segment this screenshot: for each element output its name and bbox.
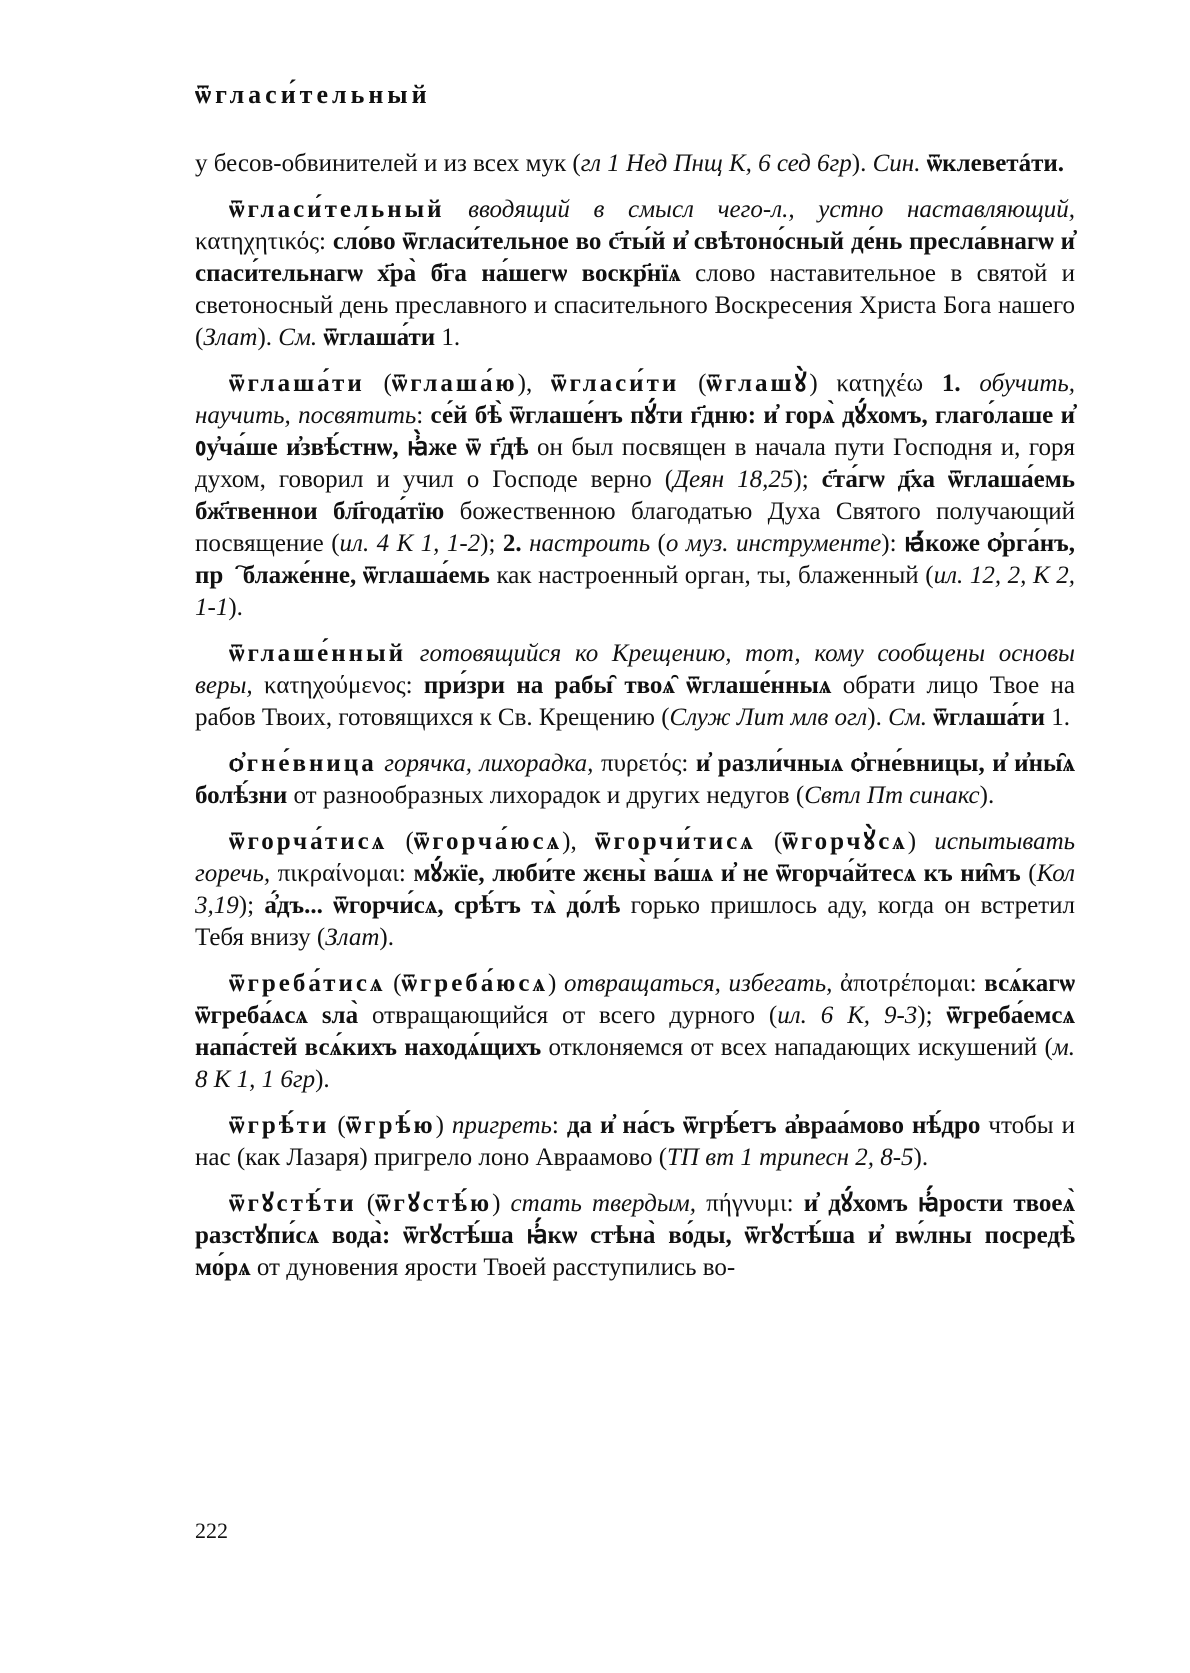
entry-text: См. [888, 704, 928, 731]
entry-text: готовящийся ко Крещению, тот, кому сообщены основы веры, [195, 640, 1075, 699]
entry-text: ( [755, 828, 783, 855]
dictionary-entry [195, 748, 1075, 812]
headword: ѿгорчи́тисѧ [595, 828, 756, 855]
entry-text: : [551, 1112, 567, 1139]
entry-text: настроить [529, 530, 651, 557]
entry-text: испытывать горечь, [195, 828, 1076, 887]
church-slavonic-text: сло́во ѿгласи́тельное во с҃ты́й и҆ свѣтоно́сный де́нь пресла́внагѡ и҆ спаси́тельнагѡ х҃ра̀ б҃га на́шегѡ воскр҃нїѧ [195, 228, 1075, 287]
entry-text: 1. [435, 324, 461, 351]
church-slavonic-text: всѧ́кагѡ ѿгреба́ѧсѧ ѕла̀ [195, 970, 1076, 1029]
entry-text: ( [356, 1190, 376, 1217]
entry-text: ( [679, 370, 707, 397]
dictionary-entry [195, 968, 1075, 1096]
entry-text: : [416, 402, 431, 429]
entry-text: ); [238, 892, 265, 919]
entry-text [961, 370, 980, 397]
entry-text: ); [917, 1002, 947, 1029]
dictionary-entry [195, 638, 1075, 734]
entry-text: ( [385, 970, 402, 997]
entry-text: обучить, научить, посвятить [195, 370, 1076, 429]
dictionary-entry [195, 368, 1075, 624]
dictionary-entry [195, 194, 1075, 354]
entry-text: чтобы и нас (как Лазаря) пригрело лоно Авраамово ( [195, 1112, 1075, 1171]
entry-text: πήγνυμι: [696, 1190, 804, 1217]
entry-text: ( [1020, 860, 1037, 887]
entry-text: гл 1 Нед Пнщ К, 6 сед 6гр [580, 150, 852, 177]
entry-text: ). [379, 924, 394, 951]
entry-text: Свтл Пт синакс [804, 782, 980, 809]
headword: ѿглаше́нный [229, 640, 407, 667]
entry-text: как настроенный орган, ты, блаженный ( [489, 562, 934, 589]
entry-text: ), [562, 828, 595, 855]
entry-text: ). [851, 150, 873, 177]
headword: ѿглаша́ти [229, 370, 365, 397]
entry-text: вводящий в смысл чего-л., устно наставляющий, [468, 196, 1075, 223]
headword: ѿгꙋстѣ́ю [375, 1190, 493, 1217]
entry-text: ил. 4 К 1, 1-2 [339, 530, 481, 557]
entry-text [445, 196, 469, 223]
entry-text: ). [228, 594, 243, 621]
headword: ѿгрѣ́ти [229, 1112, 330, 1139]
entry-text: ). [867, 704, 889, 731]
church-slavonic-text: и҆ разли́чныѧ ѻ҆гне́вницы, и҆ и҆ны̑ѧ болѣ́зни [195, 750, 1076, 809]
entry-text: Злат [203, 324, 258, 351]
church-slavonic-text: ѿклеветáти. [920, 150, 1065, 177]
church-slavonic-text: при́зри на рабы̑ твоѧ̑ ѿглаше́нныѧ [423, 672, 832, 699]
dictionary-entry [195, 1110, 1075, 1174]
entry-text: ТП вт 1 трипесн 2, 8-5 [667, 1144, 914, 1171]
entry-text: ), [517, 370, 552, 397]
headword: ѿглашꙋ̀ [706, 370, 810, 397]
headword: ѿгорча́юсѧ [413, 828, 563, 855]
church-slavonic-text: 1. [941, 370, 961, 397]
entry-text: от дуновения ярости Твоей расступились во- [250, 1254, 736, 1281]
entry-text: Деян 18,25 [673, 466, 794, 493]
entry-text: Син. [872, 150, 921, 177]
entry-text: ( [387, 828, 414, 855]
entry-text: πυρετός: [593, 750, 696, 777]
church-slavonic-text: а҆́дъ... ѿгорчи́сѧ, срѣ́тъ тѧ̀ до́лѣ [264, 892, 621, 919]
headword: ѿгреба́юсѧ [401, 970, 548, 997]
entry-text: κατηχούμενος: [252, 672, 424, 699]
entry-text: отвращающийся от всего дурного ( [358, 1002, 778, 1029]
entry-text: пригреть [451, 1112, 552, 1139]
entry-text: ); [793, 466, 822, 493]
entry-text: ил. 6 К, 9-3 [777, 1002, 918, 1029]
entry-text: отвращаться, избегать, [564, 970, 833, 997]
entry-text: ): [881, 530, 904, 557]
entry-text: ). [913, 1144, 929, 1171]
entry-text: ( [650, 530, 666, 557]
entry-text: горячка, лихорадка, [384, 750, 594, 777]
church-slavonic-text: ѿглаша́ти [933, 704, 1045, 731]
headword: ѿгреба́тисѧ [229, 970, 386, 997]
entry-text: ) [435, 1112, 452, 1139]
entry-text: ). [979, 782, 995, 809]
running-head: ѿгласи́тельный [195, 80, 431, 109]
headword: ѻ҆гне́вница [229, 750, 377, 777]
dictionary-entry [195, 1188, 1075, 1284]
entry-text: Злат [325, 924, 380, 951]
headword: ѿгорча́тисѧ [229, 828, 388, 855]
entry-text: м. 8 К 1, 1 6гр [195, 1034, 1075, 1093]
church-slavonic-text: ѿгреба́емсѧ напа́стей всѧ́кихъ находѧ́щихъ [195, 1002, 1076, 1061]
church-slavonic-text: мꙋ́жїе, люби́те жєны̀ ва́шѧ и҆ не ѿгорча́йтесѧ къ ни̑мъ [413, 860, 1021, 887]
entry-text: ( [364, 370, 392, 397]
headword: ѿгласи́ти [551, 370, 680, 397]
church-slavonic-text: ѿглаша́ти [323, 324, 436, 351]
church-slavonic-text: и҆ дꙋ́хомъ ꙗ҆́рости твоеѧ̀ разстꙋпи́сѧ вода̀: ѿгꙋстѣ́ша ꙗ҆́кѡ стѣна̀ во́ды, ѿгꙋстѣ́ша и҆ вѡ́лны посредѣ̀ мо́рѧ [195, 1190, 1076, 1281]
entry-text: См. [278, 324, 318, 351]
church-slavonic-text: с҃та́гѡ д҃ха ѿглаша́емь бж҃твеннои бл҃года́тїю [195, 466, 1075, 525]
headword: ѿгласи́тельный [229, 196, 445, 223]
entry-text: ( [329, 1112, 346, 1139]
entry-text: горько пришлось аду, когда он встретил Тебя внизу ( [195, 892, 1075, 951]
dictionary-entries [195, 148, 1075, 1298]
entry-text: ). [315, 1066, 330, 1093]
entry-text: ) [492, 1190, 511, 1217]
entry-text: 1. [1044, 704, 1070, 731]
headword: ѿгрѣ́ю [345, 1112, 436, 1139]
entry-text: от разнообразных лихорадок и других недугов ( [287, 782, 805, 809]
entry-text: Кол 3,19 [195, 860, 1075, 919]
entry-text: о муз. инструменте [665, 530, 882, 557]
entry-text: божественною благодатью Духа Святого получающий посвящение ( [195, 498, 1075, 557]
entry-text: ) κατηχέω [809, 370, 942, 397]
entry-text: у бесов-обвинителей и из всех мук ( [195, 150, 581, 177]
entry-text: стать твердым, [510, 1190, 697, 1217]
page-number: 222 [195, 1518, 228, 1543]
entry-text: ); [480, 530, 503, 557]
headword: ѿгорчꙋ̀сѧ [782, 828, 908, 855]
entry-text: ) [907, 828, 935, 855]
entry-text: ил. 12, 2, К 2, 1-1 [195, 562, 1075, 621]
headword: ѿгꙋстѣ́ти [229, 1190, 357, 1217]
church-slavonic-text: да и҆ на́съ ѿгрѣ́етъ а҆враа́мово нѣ́дро [566, 1112, 981, 1139]
entry-text: πικραίνομαι: [270, 860, 414, 887]
entry-text: ). [257, 324, 279, 351]
entry-text: он был посвящен в начала пути Господня и, горя духом, говорил и учил о Господе верно ( [195, 434, 1075, 493]
headword: ѿглаша́ю [391, 370, 518, 397]
church-slavonic-text: 2. [502, 530, 522, 557]
entry-text: κατηχητικός: [195, 228, 333, 255]
dictionary-entry [195, 826, 1075, 954]
church-slavonic-text: се́й бѣ̀ ѿглаше́нъ пꙋ́ти г҃дню: и҆ горѧ̀ дꙋ́хомъ, глаго́лаше и҆ ᲂу҆ча́ше и҆звѣ́стнѡ, ꙗ҆̀же ѿ г҃дѣ [195, 402, 1075, 461]
entry-text: обрати лицо Твое на рабов Твоих, готовящихся к Св. Крещению ( [195, 672, 1076, 731]
entry-text: ) [548, 970, 565, 997]
entry-text [406, 640, 420, 667]
entry-text: ἀποτρέπομαι: [832, 970, 985, 997]
entry-text: отклоняемся от всех нападающих искушений ( [541, 1034, 1053, 1061]
entry-text: Служ Лит млв огл [669, 704, 868, 731]
entry-text: слово наставительное в святой и светоносный день преславного и спасительного Воскресения Христа Бога нашего ( [195, 260, 1075, 351]
entry-text [522, 530, 529, 557]
church-slavonic-text: ꙗ҆́коже ѻ҆рга́нъ, прⷭ҇блаже́нне, ѿглаша́емь [195, 530, 1075, 589]
dictionary-entry [195, 148, 1075, 180]
